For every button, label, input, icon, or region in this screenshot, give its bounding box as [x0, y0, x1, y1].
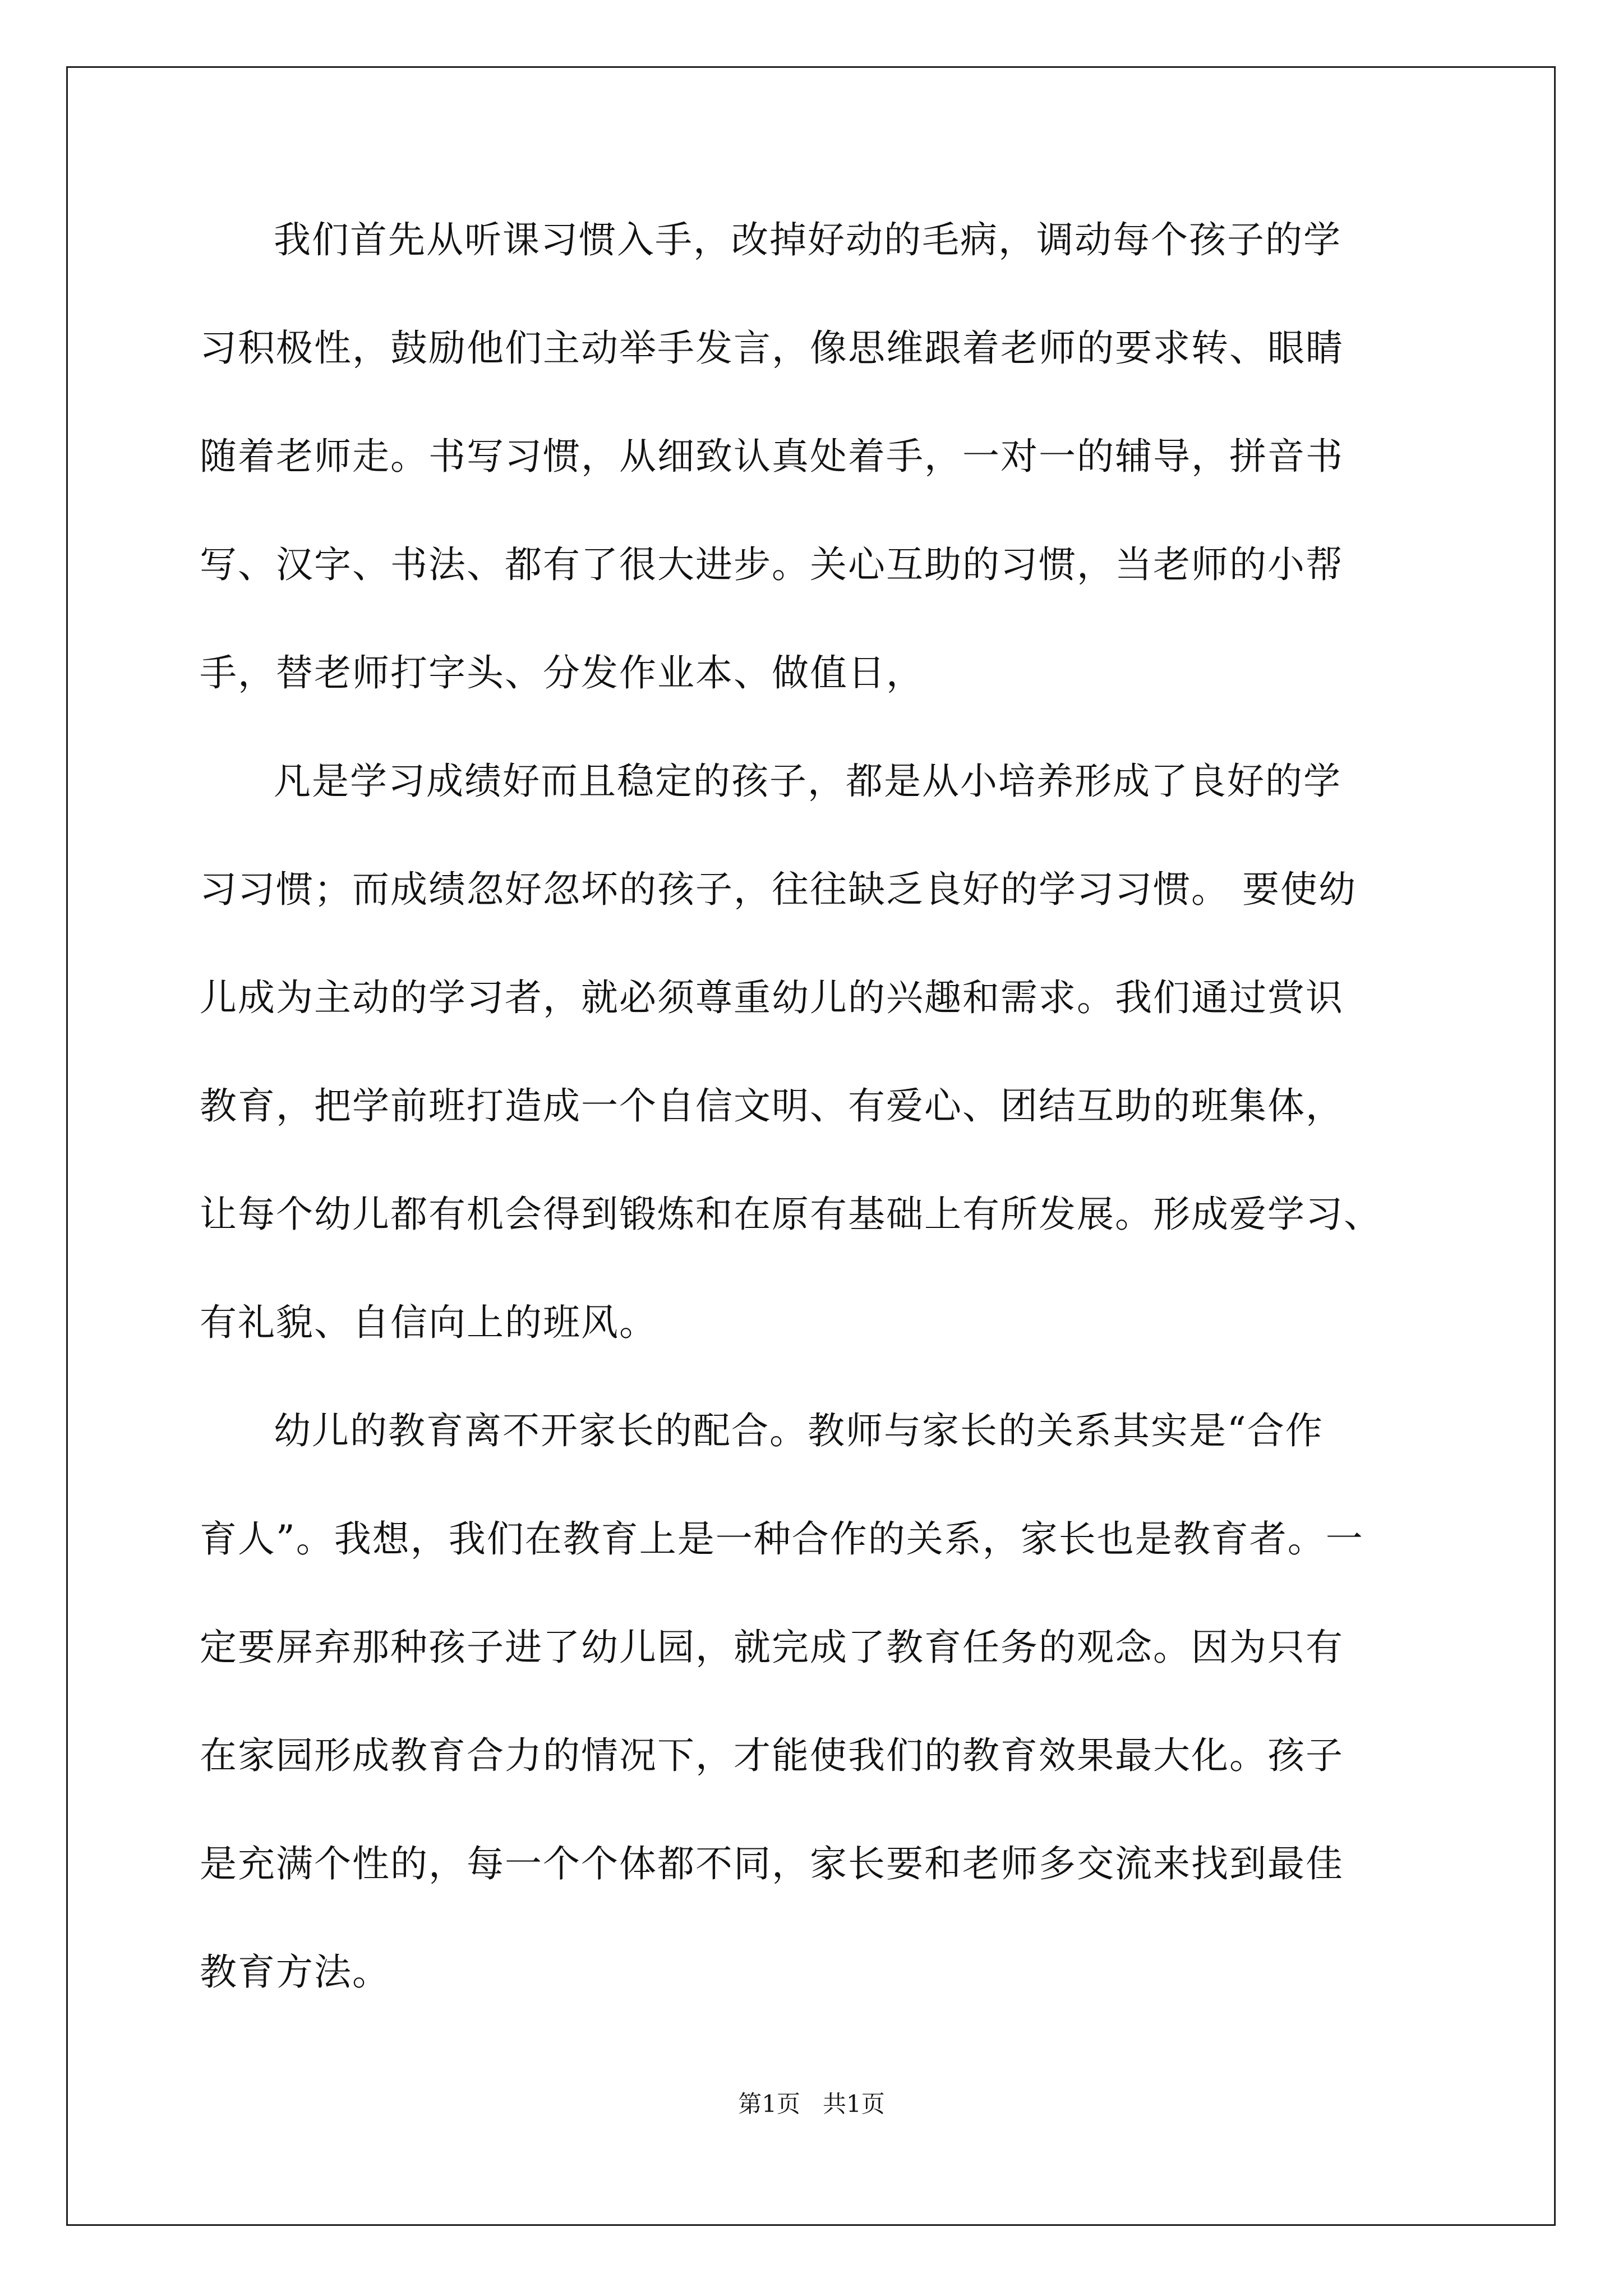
- page-number-footer: 第1页 共1页: [738, 2090, 885, 2118]
- text-line: 教育，把学前班打造成一个自信文明、有爱心、团结互助的班集体，: [200, 1084, 1344, 1128]
- text-line: 有礼貌、自信向上的班风。: [200, 1301, 657, 1344]
- paragraph-1: [200, 213, 1456, 700]
- text-line: 凡是学习成绩好而且稳定的孩子，都是从小培养形成了良好的学: [274, 760, 1341, 803]
- text-line: 定要屏弃那种孩子进了幼儿园，就完成了教育任务的观念。因为只有: [200, 1626, 1344, 1669]
- text-line: 在家园形成教育合力的情况下，才能使我们的教育效果最大化。孩子: [200, 1734, 1344, 1777]
- text-line: 手，替老师打字头、分发作业本、做值日，: [200, 651, 924, 694]
- document-body: [200, 213, 1456, 2054]
- text-line: 让每个幼儿都有机会得到锻炼和在原有基础上有所发展。形成爱学习、: [200, 1193, 1382, 1236]
- paragraph-2: [200, 754, 1456, 1350]
- text-line: 随着老师走。书写习惯，从细致认真处着手，一对一的辅导，拼音书: [200, 435, 1344, 478]
- text-line: 幼儿的教育离不开家长的配合。教师与家长的关系其实是“合作: [274, 1409, 1324, 1452]
- text-line: 儿成为主动的学习者，就必须尊重幼儿的兴趣和需求。我们通过赏识: [200, 976, 1344, 1019]
- text-line: 习习惯；而成绩忽好忽坏的孩子，往往缺乏良好的学习习惯。 要使幼: [200, 868, 1357, 911]
- text-line: 育人”。我想，我们在教育上是一种合作的关系，家长也是教育者。一: [200, 1517, 1364, 1561]
- text-line: 我们首先从听课习惯入手，改掉好动的毛病，调动每个孩子的学: [274, 218, 1341, 261]
- text-line: 写、汉字、书法、都有了很大进步。关心互助的习惯，当老师的小帮: [200, 543, 1344, 586]
- text-line: 是充满个性的，每一个个体都不同，家长要和老师多交流来找到最佳: [200, 1842, 1344, 1885]
- text-line: 教育方法。: [200, 1950, 390, 1994]
- text-line: 习积极性，鼓励他们主动举手发言，像思维跟着老师的要求转、眼睛: [200, 326, 1344, 370]
- paragraph-3: [200, 1404, 1456, 1999]
